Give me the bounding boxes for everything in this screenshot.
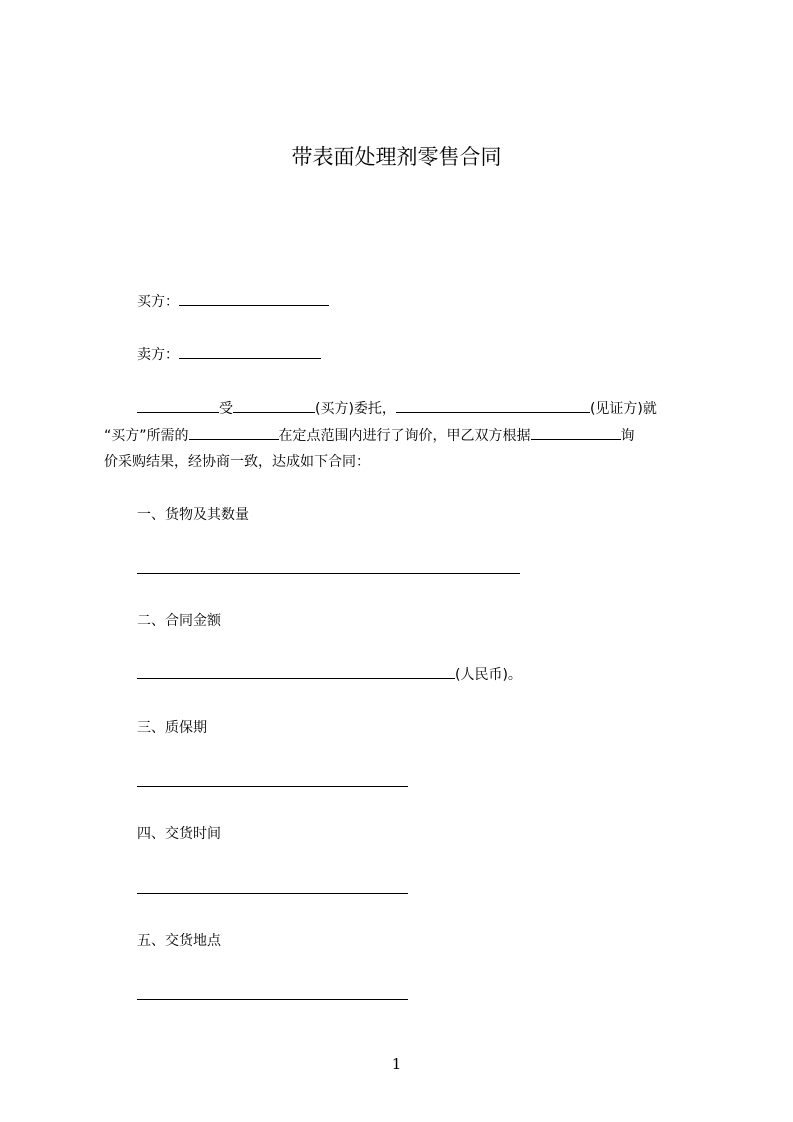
amount-line — [137, 664, 522, 685]
amount-suffix: (人民币)。 — [455, 667, 522, 683]
page-number: 1 — [391, 1055, 402, 1073]
blank-line-delivery-time — [137, 893, 408, 894]
section-heading-goods: 一、货物及其数量 — [137, 507, 249, 523]
section-heading-warranty: 三、质保期 — [137, 720, 207, 736]
intro-text-4: “买方”所需的 — [104, 428, 189, 444]
section-heading-delivery-time: 四、交货时间 — [137, 826, 221, 842]
document-title: 带表面处理剂零售合同 — [291, 145, 502, 169]
buyer-line — [137, 291, 329, 312]
blank-buyer — [233, 398, 315, 413]
blank-agent — [137, 398, 219, 413]
intro-text-6: 询 — [620, 428, 635, 444]
blank-line-delivery-place — [137, 999, 408, 1000]
blank-line-goods — [137, 573, 520, 574]
intro-line-3: 价采购结果，经协商一致，达成如下合同： — [104, 454, 370, 470]
blank-witness — [396, 398, 590, 413]
buyer-blank — [179, 291, 329, 306]
seller-line — [137, 344, 321, 365]
seller-label: 卖方： — [137, 347, 179, 363]
intro-text-3: (见证方)就 — [589, 401, 657, 417]
seller-blank — [179, 344, 321, 359]
intro-line-1 — [137, 398, 657, 419]
intro-line-2 — [104, 425, 635, 446]
buyer-label: 买方： — [137, 294, 179, 310]
section-heading-delivery-place: 五、交货地点 — [137, 933, 221, 949]
intro-text-5: 在定点范围内进行了询价，甲乙双方根据 — [278, 428, 531, 444]
blank-amount — [137, 664, 455, 679]
intro-text-2: (买方)委托， — [315, 401, 396, 417]
blank-basis — [531, 425, 621, 440]
blank-line-warranty — [137, 786, 408, 787]
intro-text-1: 受 — [219, 401, 233, 417]
section-heading-amount: 二、合同金额 — [137, 613, 221, 629]
blank-goods — [189, 425, 279, 440]
